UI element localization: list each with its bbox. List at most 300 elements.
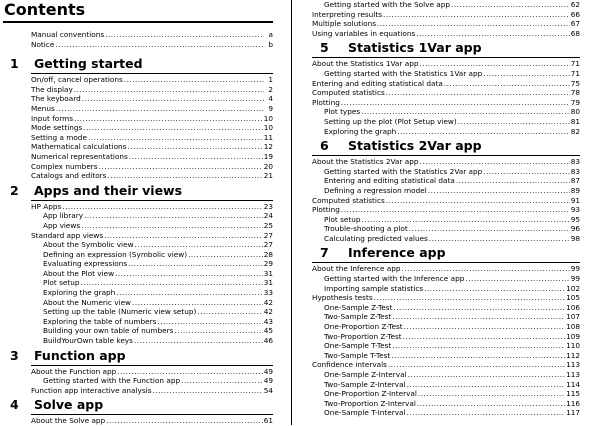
toc-entry-label: Catalogs and editors: [31, 171, 107, 181]
dot-leader: [417, 399, 565, 409]
toc-entry-label: Getting started with the Statistics 1Var app: [324, 68, 483, 78]
toc-entry[interactable]: [3, 288, 273, 298]
toc-entry[interactable]: [3, 250, 273, 260]
dot-leader: [402, 264, 570, 274]
toc-entry[interactable]: [312, 303, 580, 313]
column-divider: [291, 0, 292, 425]
toc-entry-page-number: 87: [570, 176, 580, 186]
toc-entry[interactable]: [312, 176, 580, 186]
dot-leader: [117, 367, 262, 377]
toc-entry[interactable]: [312, 360, 580, 370]
chapter-heading[interactable]: [312, 245, 580, 261]
toc-entry-label: Standard app views: [31, 230, 104, 240]
toc-entry[interactable]: [3, 367, 273, 377]
dot-leader: [188, 250, 263, 260]
dot-leader: [419, 59, 569, 69]
toc-entry-label: Setting a mode: [31, 132, 87, 142]
toc-entry[interactable]: [3, 376, 273, 386]
toc-entry-label: About the Numeric view: [43, 297, 132, 307]
toc-entry[interactable]: [312, 380, 580, 390]
dot-leader: [62, 202, 262, 212]
chapter-number: 4: [10, 397, 19, 413]
toc-entry[interactable]: [3, 298, 273, 308]
title-rule: [3, 21, 273, 23]
toc-entry[interactable]: [3, 75, 273, 85]
dot-leader: [80, 278, 262, 288]
toc-entry[interactable]: [312, 0, 580, 10]
toc-entry-page-number: 27: [263, 230, 273, 240]
chapter-rule: [31, 365, 273, 366]
dot-leader: [174, 326, 262, 336]
toc-entry-label: One-Sample Z-Interval: [324, 370, 407, 379]
toc-entry-page-number: 54: [263, 385, 273, 395]
dot-leader: [124, 75, 264, 85]
chapter-title: Statistics 2Var app: [348, 138, 482, 154]
toc-entry-page-number: 102: [566, 283, 580, 293]
dot-leader: [82, 94, 264, 104]
toc-entry[interactable]: [3, 142, 273, 152]
dot-leader: [74, 85, 264, 95]
dot-leader: [408, 370, 565, 380]
dot-leader: [361, 107, 570, 117]
dot-leader: [416, 29, 569, 39]
chapter-title: Getting started: [34, 56, 143, 72]
dot-leader: [374, 293, 565, 303]
toc-entry-page-number: 83: [570, 157, 580, 167]
toc-entry[interactable]: [312, 10, 580, 20]
toc-entry[interactable]: [312, 157, 580, 167]
toc-entry-label: Two-Sample Z-Test: [324, 312, 392, 322]
toc-entry-label: Confidence intervals: [312, 360, 387, 370]
toc-entry-page-number: 31: [263, 268, 273, 278]
toc-entry-page-number: 115: [566, 389, 580, 399]
toc-entry-label: About the Symbolic view: [43, 240, 134, 250]
toc-entry[interactable]: [312, 341, 580, 351]
dot-leader: [403, 332, 565, 342]
toc-entry-label: Evaluating expressions: [43, 259, 128, 269]
toc-entry-page-number: 112: [566, 350, 580, 360]
toc-entry-page-number: 81: [570, 116, 580, 126]
toc-entry-page-number: 61: [263, 416, 273, 426]
dot-leader: [88, 133, 263, 143]
toc-entry[interactable]: [312, 196, 580, 206]
chapter-heading[interactable]: [312, 138, 580, 154]
toc-left-body: [3, 30, 273, 426]
toc-entry-page-number: 28: [263, 249, 273, 259]
chapter-rule: [312, 57, 580, 58]
toc-entry[interactable]: [3, 104, 273, 114]
dot-leader: [377, 19, 570, 29]
toc-entry[interactable]: [312, 186, 580, 196]
toc-entry-label: On/off, cancel operations: [31, 75, 123, 85]
toc-entry[interactable]: [312, 293, 580, 303]
toc-entry[interactable]: [3, 94, 273, 104]
toc-entry-label: Getting started with the Solve app: [324, 0, 450, 9]
toc-entry[interactable]: [312, 127, 580, 137]
toc-entry-label: Getting started with the Function app: [43, 376, 181, 386]
toc-entry[interactable]: [3, 278, 273, 288]
toc-entry[interactable]: [312, 79, 580, 89]
toc-entry[interactable]: [3, 30, 273, 40]
toc-entry[interactable]: [3, 202, 273, 212]
dot-leader: [386, 88, 570, 98]
toc-entry-page-number: 21: [263, 171, 273, 181]
chapter-number: 3: [10, 347, 19, 363]
toc-entry-page-number: 49: [263, 366, 273, 376]
toc-entry[interactable]: [3, 85, 273, 95]
toc-entry[interactable]: [312, 370, 580, 380]
toc-entry-page-number: 113: [566, 370, 580, 379]
toc-entry[interactable]: [312, 29, 580, 39]
dot-leader: [386, 196, 570, 206]
toc-entry-page-number: 105: [566, 293, 580, 303]
toc-entry-page-number: 24: [263, 211, 273, 221]
toc-entry[interactable]: [312, 351, 580, 361]
toc-entry-label: Mode settings: [31, 123, 83, 133]
dot-leader: [404, 322, 565, 332]
toc-entry-page-number: a: [268, 30, 273, 39]
toc-entry-label: Two-Sample Z-Interval: [324, 379, 406, 389]
dot-leader: [483, 167, 569, 177]
chapter-title: Solve app: [34, 397, 104, 413]
chapter-rule: [31, 414, 273, 415]
toc-entry[interactable]: [3, 386, 273, 396]
toc-entry-label: Defining a regression model: [324, 185, 427, 195]
chapter-number: 7: [320, 245, 329, 261]
chapter-number: 1: [10, 56, 19, 72]
toc-entry[interactable]: [3, 133, 273, 143]
toc-entry-page-number: 89: [570, 185, 580, 195]
toc-entry-label: About the Inference app: [312, 264, 401, 274]
toc-entry-label: One-Sample T-Test: [324, 341, 392, 351]
toc-entry[interactable]: [312, 389, 580, 399]
toc-entry-label: About the Plot view: [43, 268, 115, 278]
toc-entry-label: Hypothesis tests: [312, 293, 373, 303]
toc-entry[interactable]: [312, 88, 580, 98]
toc-entry[interactable]: [3, 259, 273, 269]
dot-leader: [388, 360, 565, 370]
toc-entry[interactable]: [312, 69, 580, 79]
toc-entry[interactable]: [312, 284, 580, 294]
toc-entry-label: Building your own table of numbers: [43, 326, 174, 336]
dot-leader: [392, 312, 565, 322]
toc-entry[interactable]: [3, 269, 273, 279]
toc-entry-page-number: 116: [566, 398, 580, 408]
toc-entry-page-number: 12: [263, 142, 273, 152]
toc-entry[interactable]: [312, 408, 580, 418]
toc-entry[interactable]: [3, 317, 273, 327]
dot-leader: [127, 142, 262, 152]
toc-entry-label: Numerical representations: [31, 151, 128, 161]
toc-entry[interactable]: [3, 123, 273, 133]
toc-entry-label: HP Apps: [31, 201, 62, 211]
toc-entry-page-number: 83: [570, 166, 580, 176]
chapter-rule: [312, 262, 580, 263]
dot-leader: [132, 298, 263, 308]
toc-entry-page-number: 71: [570, 59, 580, 69]
dot-leader: [157, 317, 262, 327]
toc-entry[interactable]: [312, 167, 580, 177]
toc-entry-label: Two-Sample T-Test: [324, 350, 391, 360]
dot-leader: [458, 117, 570, 127]
toc-entry-label: About the Statistics 1Var app: [312, 59, 419, 69]
toc-entry-page-number: 42: [263, 297, 273, 307]
toc-entry[interactable]: [3, 152, 273, 162]
toc-entry-label: Plot setup: [43, 278, 80, 288]
toc-entry[interactable]: [3, 162, 273, 172]
dot-leader: [74, 114, 263, 124]
toc-entry-label: One-Sample Z-Test: [324, 302, 393, 312]
toc-entry-label: One-Sample T-Interval: [324, 408, 406, 418]
toc-entry-label: Computed statistics: [312, 195, 385, 205]
toc-entry-page-number: 19: [263, 151, 273, 161]
dot-leader: [391, 351, 565, 361]
toc-entry[interactable]: [3, 307, 273, 317]
dot-leader: [81, 221, 263, 231]
dot-leader: [451, 0, 570, 10]
dot-leader: [128, 259, 263, 269]
dot-leader: [105, 30, 264, 40]
toc-entry-page-number: 67: [570, 19, 580, 29]
chapter-rule: [312, 155, 580, 156]
dot-leader: [429, 234, 570, 244]
toc-entry-page-number: 93: [570, 205, 580, 215]
chapter-rule: [31, 200, 273, 201]
dot-leader: [428, 186, 570, 196]
toc-entry-page-number: 96: [570, 224, 580, 234]
dot-leader: [418, 389, 565, 399]
toc-entry-page-number: 117: [566, 408, 580, 418]
toc-entry-label: Plotting: [312, 205, 340, 215]
dot-leader: [134, 336, 263, 346]
toc-entry-label: About the Statistics 2Var app: [312, 157, 419, 167]
toc-entry[interactable]: [3, 231, 273, 241]
toc-entry[interactable]: [3, 171, 273, 181]
toc-entry[interactable]: [312, 399, 580, 409]
toc-entry-label: Entering and editing statistical data: [312, 78, 443, 88]
toc-right-column: [312, 0, 580, 418]
toc-entry-label: Using variables in equations: [312, 28, 416, 38]
toc-entry-label: Defining an expression (Symbolic view): [43, 249, 188, 259]
toc-entry[interactable]: [312, 274, 580, 284]
chapter-heading[interactable]: [3, 56, 273, 72]
toc-entry-label: The display: [31, 84, 73, 94]
toc-entry[interactable]: [312, 215, 580, 225]
dot-leader: [99, 162, 263, 172]
toc-entry[interactable]: [3, 221, 273, 231]
toc-entry-page-number: 27: [263, 240, 273, 250]
toc-entry[interactable]: [312, 332, 580, 342]
chapter-heading[interactable]: [3, 348, 273, 364]
dot-leader: [393, 303, 565, 313]
toc-entry-page-number: 79: [570, 97, 580, 107]
toc-entry[interactable]: [312, 98, 580, 108]
toc-entry[interactable]: [312, 59, 580, 69]
toc-entry-label: BuildYourOwn table keys: [43, 336, 133, 346]
toc-entry-label: Function app interactive analysis: [31, 385, 152, 395]
toc-left-column: [3, 0, 273, 426]
toc-entry[interactable]: [312, 19, 580, 29]
toc-entry-label: One-Proportion Z-Test: [324, 322, 403, 332]
dot-leader: [84, 211, 263, 221]
toc-entry-label: App library: [43, 211, 84, 221]
toc-entry-page-number: 71: [570, 68, 580, 78]
dot-leader: [56, 104, 264, 114]
dot-leader: [465, 274, 569, 284]
dot-leader: [83, 123, 262, 133]
toc-entry[interactable]: [312, 117, 580, 127]
dot-leader: [483, 69, 569, 79]
toc-entry-label: Menus: [31, 103, 55, 113]
dot-leader: [397, 127, 569, 137]
toc-entry-label: Two-Proportion Z-Test: [324, 331, 402, 341]
toc-entry-page-number: 10: [263, 113, 273, 123]
chapter-title: Inference app: [348, 245, 446, 261]
spacer: [3, 49, 273, 54]
dot-leader: [424, 284, 565, 294]
chapter-number: 5: [320, 40, 329, 56]
toc-entry-page-number: 91: [570, 195, 580, 205]
toc-entry-page-number: 99: [570, 274, 580, 284]
dot-leader: [116, 288, 262, 298]
chapter-title: Apps and their views: [34, 182, 183, 198]
toc-entry-label: Plot types: [324, 107, 361, 117]
toc-entry-label: Getting started with the Inference app: [324, 274, 465, 284]
toc-entry-label: Plot setup: [324, 214, 361, 224]
toc-entry[interactable]: [3, 240, 273, 250]
toc-entry-label: About the Function app: [31, 366, 117, 376]
chapter-heading[interactable]: [3, 397, 273, 413]
toc-entry[interactable]: [312, 312, 580, 322]
toc-entry-page-number: 110: [566, 341, 580, 351]
toc-entry[interactable]: [312, 224, 580, 234]
dot-leader: [197, 307, 262, 317]
toc-entry-page-number: 29: [263, 259, 273, 269]
toc-entry-label: Two-Proportion Z-Interval: [324, 398, 416, 408]
toc-entry-page-number: 25: [263, 220, 273, 230]
toc-entry-label: One-Proportion Z-Interval: [324, 389, 417, 399]
toc-entry-page-number: 99: [570, 264, 580, 274]
dot-leader: [383, 10, 570, 20]
page-title: Contents: [4, 0, 86, 19]
toc-entry-page-number: 75: [570, 78, 580, 88]
toc-entry-page-number: 31: [263, 278, 273, 288]
dot-leader: [115, 269, 263, 279]
toc-entry-label: App views: [43, 220, 81, 230]
toc-entry-page-number: 9: [268, 103, 273, 113]
toc-entry-label: Exploring the graph: [43, 288, 116, 298]
toc-entry[interactable]: [312, 205, 580, 215]
toc-entry[interactable]: [3, 114, 273, 124]
dot-leader: [409, 224, 570, 234]
dot-leader: [181, 376, 263, 386]
toc-entry-label: Exploring the graph: [324, 126, 397, 136]
chapter-number: 2: [10, 182, 19, 198]
toc-entry-page-number: b: [268, 39, 273, 49]
toc-entry-page-number: 43: [263, 316, 273, 326]
toc-entry-page-number: 113: [566, 360, 580, 370]
toc-entry-page-number: 2: [268, 84, 273, 94]
toc-entry-page-number: 1: [268, 75, 273, 85]
dot-leader: [152, 386, 262, 396]
dot-leader: [107, 171, 262, 181]
toc-entry-page-number: 68: [570, 28, 580, 38]
dot-leader: [419, 157, 569, 167]
toc-entry[interactable]: [3, 211, 273, 221]
toc-entry-page-number: 108: [566, 322, 580, 332]
toc-entry[interactable]: [3, 336, 273, 346]
toc-entry-label: Exploring the table of numbers: [43, 316, 157, 326]
toc-entry-page-number: 98: [570, 233, 580, 243]
toc-entry-label: Trouble-shooting a plot: [324, 224, 408, 234]
toc-entry[interactable]: [312, 264, 580, 274]
chapter-heading[interactable]: [3, 183, 273, 199]
toc-entry-label: Mathematical calculations: [31, 142, 127, 152]
toc-entry-page-number: 107: [566, 312, 580, 322]
toc-entry[interactable]: [3, 40, 273, 50]
toc-entry-page-number: 95: [570, 214, 580, 224]
toc-entry[interactable]: [3, 326, 273, 336]
toc-entry-label: Plotting: [312, 97, 340, 107]
toc-entry-page-number: 4: [268, 94, 273, 104]
toc-entry-page-number: 106: [566, 302, 580, 312]
chapter-number: 6: [320, 138, 329, 154]
toc-entry[interactable]: [312, 107, 580, 117]
toc-entry-page-number: 46: [263, 336, 273, 346]
toc-entry-label: About the Solve app: [31, 416, 106, 426]
chapter-title: Statistics 1Var app: [348, 40, 482, 56]
toc-entry-label: Getting started with the Statistics 2Var app: [324, 166, 483, 176]
toc-entry-page-number: 33: [263, 288, 273, 298]
chapter-title: Function app: [34, 347, 126, 363]
toc-entry-page-number: 45: [263, 326, 273, 336]
toc-entry-label: Interpreting results: [312, 9, 382, 19]
toc-entry-page-number: 49: [263, 376, 273, 386]
toc-entry-label: Complex numbers: [31, 161, 98, 171]
toc-entry-page-number: 20: [263, 161, 273, 171]
toc-entry-page-number: 82: [570, 126, 580, 136]
toc-entry-page-number: 42: [263, 307, 273, 317]
chapter-heading[interactable]: [312, 40, 580, 56]
dot-leader: [104, 231, 263, 241]
toc-entry-page-number: 109: [566, 331, 580, 341]
toc-entry-label: Multiple solutions: [312, 19, 377, 29]
toc-entry-label: Notice: [31, 39, 55, 49]
toc-entry-label: Setting up the plot (Plot Setup view): [324, 116, 457, 126]
toc-entry-page-number: 62: [570, 0, 580, 9]
toc-entry-label: Setting up the table (Numeric view setup): [43, 307, 197, 317]
toc-entry-label: Manual conventions: [31, 30, 105, 39]
toc-right-body: [312, 0, 580, 418]
chapter-rule: [31, 73, 273, 74]
toc-entry[interactable]: [312, 322, 580, 332]
toc-entry[interactable]: [312, 234, 580, 244]
dot-leader: [392, 341, 565, 351]
toc-entry-label: The keyboard: [31, 94, 81, 104]
toc-entry-page-number: 78: [570, 88, 580, 98]
dot-leader: [55, 40, 264, 50]
dot-leader: [129, 152, 263, 162]
dot-leader: [361, 215, 569, 225]
toc-entry-page-number: 10: [263, 123, 273, 133]
toc-entry-label: Entering and editing statistical data: [324, 176, 455, 186]
toc-entry-page-number: 66: [570, 9, 580, 19]
toc-entry-page-number: 114: [566, 379, 580, 389]
dot-leader: [407, 380, 565, 390]
dot-leader: [341, 98, 570, 108]
toc-entry-page-number: 11: [263, 132, 273, 142]
toc-entry-page-number: 80: [570, 107, 580, 117]
